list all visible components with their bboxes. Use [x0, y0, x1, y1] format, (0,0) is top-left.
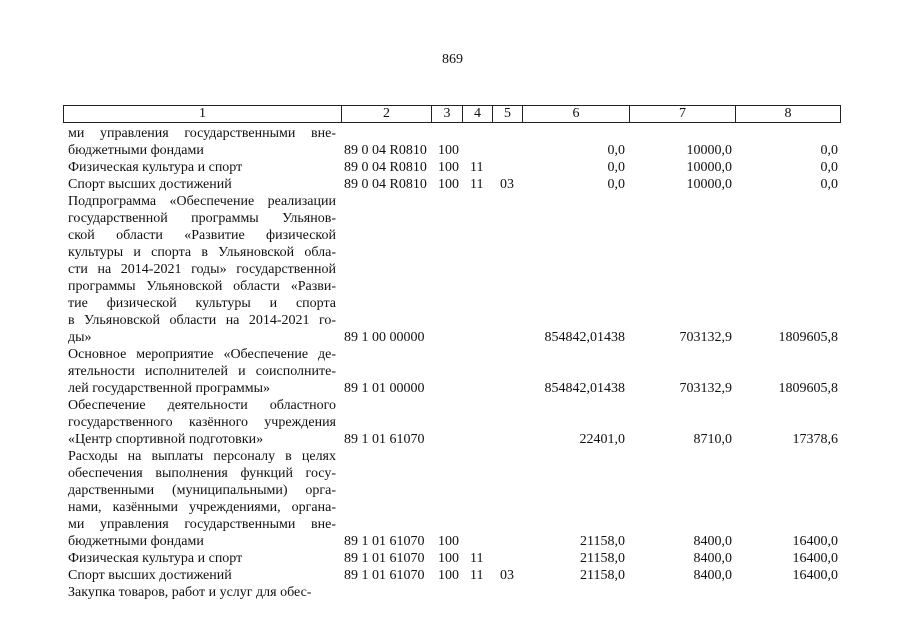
page-number: 869 — [442, 52, 463, 67]
amount-col-7: 10000,0 — [686, 177, 732, 192]
header-col-7: 7 — [630, 106, 736, 122]
amount-col-7: 8400,0 — [693, 534, 732, 549]
target-article-code: 89 1 01 00000 — [344, 381, 425, 396]
description-line: бюджетными фондами — [68, 534, 204, 549]
header-col-5: 5 — [493, 106, 523, 122]
amount-col-6: 21158,0 — [580, 568, 625, 583]
description-line: Физическая культура и спорт — [68, 551, 243, 566]
header-col-4: 4 — [463, 106, 493, 122]
description-line: ской области «Развитие физической — [68, 228, 336, 243]
section-code: 11 — [470, 568, 484, 583]
description-line: программы Ульяновской области «Разви- — [68, 279, 336, 294]
amount-col-8: 16400,0 — [792, 534, 838, 549]
amount-col-7: 10000,0 — [686, 143, 732, 158]
header-col-6: 6 — [523, 106, 630, 122]
expense-type-code: 100 — [438, 143, 459, 158]
expense-type-code: 100 — [438, 568, 459, 583]
description-line: Спорт высших достижений — [68, 177, 232, 192]
row-description — [68, 159, 336, 176]
section-code: 11 — [470, 160, 484, 175]
amount-col-7: 8400,0 — [693, 568, 732, 583]
description-line: государственной программы Ульянов- — [68, 211, 336, 226]
table-header — [63, 105, 841, 123]
header-col-2: 2 — [342, 106, 432, 122]
amount-col-8: 0,0 — [820, 177, 838, 192]
table-row — [0, 584, 905, 601]
table-row — [0, 397, 905, 448]
description-line: Подпрограмма «Обеспечение реализации — [68, 194, 336, 209]
header-col-1: 1 — [64, 106, 342, 122]
amount-col-7: 703132,9 — [679, 330, 732, 345]
description-line: дарственными (муниципальными) орга- — [68, 483, 336, 498]
amount-col-8: 16400,0 — [792, 551, 838, 566]
expense-type-code: 100 — [438, 551, 459, 566]
description-line: культуры и спорта в Ульяновской обла- — [68, 245, 336, 260]
description-line: обеспечения выполнения функций госу- — [68, 466, 336, 481]
description-line: Расходы на выплаты персоналу в целях — [68, 449, 336, 464]
table-row — [0, 550, 905, 567]
amount-col-6: 0,0 — [607, 143, 625, 158]
description-line: ятельности исполнителей и соисполните- — [68, 364, 336, 379]
row-description — [68, 346, 336, 397]
description-line: Спорт высших достижений — [68, 568, 232, 583]
target-article-code: 89 1 01 61070 — [344, 568, 425, 583]
subsection-code: 03 — [500, 177, 514, 192]
amount-col-6: 0,0 — [607, 177, 625, 192]
table-row — [0, 448, 905, 550]
table-row — [0, 125, 905, 159]
target-article-code: 89 0 04 R0810 — [344, 160, 427, 175]
table-row — [0, 567, 905, 584]
table-row — [0, 193, 905, 346]
table-row — [0, 159, 905, 176]
amount-col-6: 21158,0 — [580, 551, 625, 566]
row-description — [68, 397, 336, 448]
description-line: ми управления государственными вне- — [68, 126, 336, 141]
expense-type-code: 100 — [438, 177, 459, 192]
description-line: бюджетными фондами — [68, 143, 204, 158]
row-description — [68, 448, 336, 550]
section-code: 11 — [470, 177, 484, 192]
description-line: тие физической культуры и спорта — [68, 296, 336, 311]
description-line: нами, казёнными учреждениями, органа- — [68, 500, 336, 515]
subsection-code: 03 — [500, 568, 514, 583]
description-line: «Центр спортивной подготовки» — [68, 432, 264, 447]
description-line: в Ульяновской области на 2014-2021 го- — [68, 313, 336, 328]
description-line: Основное мероприятие «Обеспечение де- — [68, 347, 336, 362]
amount-col-8: 0,0 — [820, 160, 838, 175]
target-article-code: 89 1 00 00000 — [344, 330, 425, 345]
target-article-code: 89 1 01 61070 — [344, 432, 425, 447]
amount-col-8: 17378,6 — [792, 432, 838, 447]
amount-col-8: 1809605,8 — [778, 330, 838, 345]
table-body — [0, 125, 905, 601]
row-description — [68, 550, 336, 567]
row-description — [68, 193, 336, 346]
amount-col-6: 21158,0 — [580, 534, 625, 549]
amount-col-7: 8710,0 — [693, 432, 732, 447]
amount-col-6: 0,0 — [607, 160, 625, 175]
amount-col-6: 854842,01438 — [544, 330, 625, 345]
target-article-code: 89 1 01 61070 — [344, 551, 425, 566]
expense-type-code: 100 — [438, 160, 459, 175]
row-description — [68, 125, 336, 159]
target-article-code: 89 0 04 R0810 — [344, 143, 427, 158]
row-description — [68, 567, 336, 584]
table-row — [0, 346, 905, 397]
amount-col-7: 8400,0 — [693, 551, 732, 566]
target-article-code: 89 0 04 R0810 — [344, 177, 427, 192]
row-description — [68, 584, 336, 601]
description-line: ми управления государственными вне- — [68, 517, 336, 532]
description-line: сти на 2014-2021 годы» государственной — [68, 262, 336, 277]
target-article-code: 89 1 01 61070 — [344, 534, 425, 549]
table-row — [0, 176, 905, 193]
description-line: Физическая культура и спорт — [68, 160, 243, 175]
header-col-8: 8 — [784, 106, 792, 121]
amount-col-8: 1809605,8 — [778, 381, 838, 396]
amount-col-7: 10000,0 — [686, 160, 732, 175]
description-line: Закупка товаров, работ и услуг для обес- — [68, 585, 312, 600]
expense-type-code: 100 — [438, 534, 459, 549]
description-line: Обеспечение деятельности областного — [68, 398, 336, 413]
amount-col-8: 0,0 — [820, 143, 838, 158]
amount-col-6: 22401,0 — [579, 432, 625, 447]
header-col-3: 3 — [432, 106, 463, 122]
section-code: 11 — [470, 551, 484, 566]
description-line: ды» — [68, 330, 92, 345]
description-line: государственного казённого учреждения — [68, 415, 336, 430]
description-line: лей государственной программы» — [68, 381, 271, 396]
amount-col-7: 703132,9 — [679, 381, 732, 396]
row-description — [68, 176, 336, 193]
amount-col-8: 16400,0 — [792, 568, 838, 583]
amount-col-6: 854842,01438 — [544, 381, 625, 396]
